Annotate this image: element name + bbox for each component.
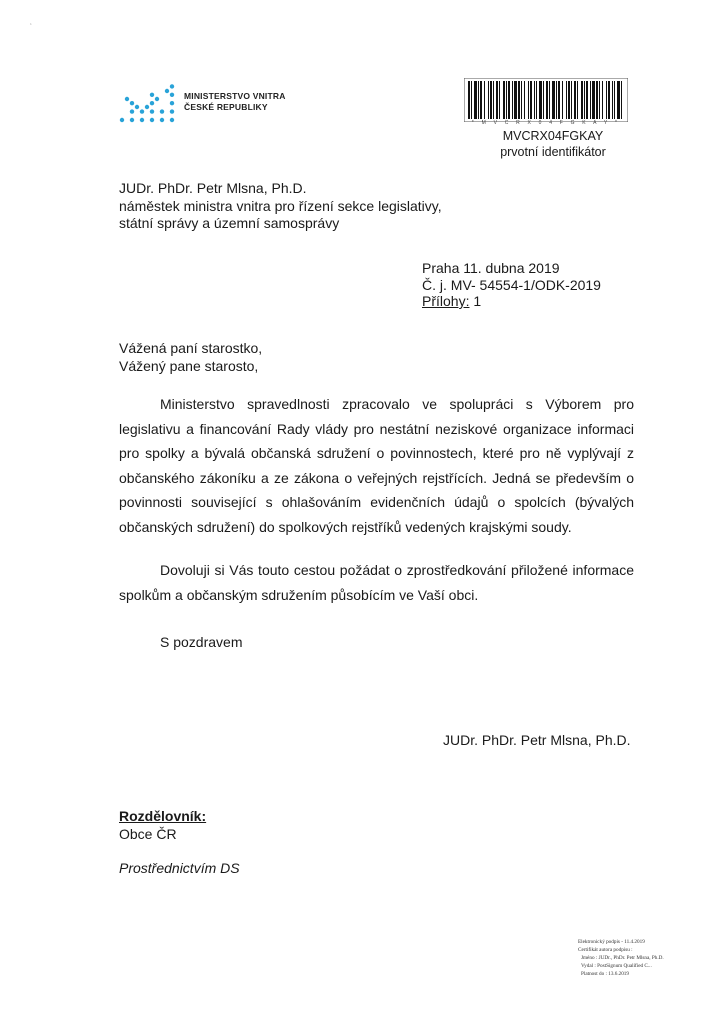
distribution-item: Obce ČR — [119, 826, 177, 842]
body-paragraph-2 — [119, 558, 634, 607]
closing: S pozdravem — [160, 634, 243, 650]
distribution-title: Rozdělovník: — [119, 808, 207, 824]
signer-name: JUDr. PhDr. Petr Mlsna, Ph.D. — [443, 732, 631, 748]
logo-line-1: MINISTERSTVO VNITRA — [184, 91, 286, 101]
esign-line-4: Vydal : PostSignum Qualified C... — [581, 963, 652, 969]
identifier-value: MVCRX04FGKAY — [502, 129, 604, 143]
greeting — [119, 340, 262, 375]
paragraph-2-text: Dovoluji si Vás touto cestou požádat o zprostředkování přiložené informace spolkům a občanským sdružením působícím ve Vaší obci. — [119, 562, 634, 603]
barcode-caption: * M V C R X 0 4 F G K A Y * — [471, 120, 621, 126]
sender-title-2: státní správy a územní samosprávy — [119, 215, 340, 231]
esign-line-3: Jméno : JUDr., PhDr. Petr Mlsna, Ph.D. — [581, 955, 664, 961]
body-paragraph-1 — [119, 392, 634, 539]
primary-identifier — [478, 128, 628, 160]
attachments — [422, 293, 601, 310]
logo-line-2: ČESKÉ REPUBLIKY — [184, 102, 268, 112]
ministry-logo-text — [184, 91, 286, 113]
esign-line-5: Platnost do : 13.6.2019 — [581, 971, 629, 977]
letter-meta — [422, 260, 601, 310]
sender-name: JUDr. PhDr. Petr Mlsna, Ph.D. — [119, 180, 307, 196]
attachments-count: 1 — [469, 293, 482, 309]
esign-line-2: Certifikát autora podpisu : — [578, 947, 633, 953]
paragraph-1-text: Ministerstvo spravedlnosti zpracovalo ve spolupráci s Výborem pro legislativu a financování Rady vlády pro nestátní neziskové organizace informaci pro spolky a bývalá občanská sdružení o povinnostech, které pro ně vyplývají z občanského zákoníku a ze zákona o veřejných rejstřících. Jedná se především o povinnosti související s ohlašováním evidenčních údajů o spolcích (bývalých občanských sdružení) do spolkových rejstříků vedených krajskými soudy. — [119, 396, 634, 535]
distribution-via: Prostřednictvím DS — [119, 860, 240, 876]
ministry-logo — [118, 74, 178, 124]
identifier-label: prvotní identifikátor — [500, 145, 606, 159]
barcode — [464, 78, 628, 122]
electronic-signature — [578, 938, 664, 978]
sender-title-1: náměstek ministra vnitra pro řízení sekce legislativy, — [119, 197, 442, 214]
reference-number: Č. j. MV- 54554-1/ODK-2019 — [422, 276, 601, 293]
sender-block — [119, 180, 442, 233]
greeting-line-2: Vážený pane starosto, — [119, 357, 259, 374]
place-date: Praha 11. dubna 2019 — [422, 260, 560, 276]
margin-mark: ‘ — [30, 22, 32, 31]
greeting-line-1: Vážená paní starostko, — [119, 340, 263, 356]
esign-line-1: Elektronický podpis - 11.4.2019 — [578, 939, 645, 945]
attachments-label: Přílohy: — [422, 293, 470, 309]
